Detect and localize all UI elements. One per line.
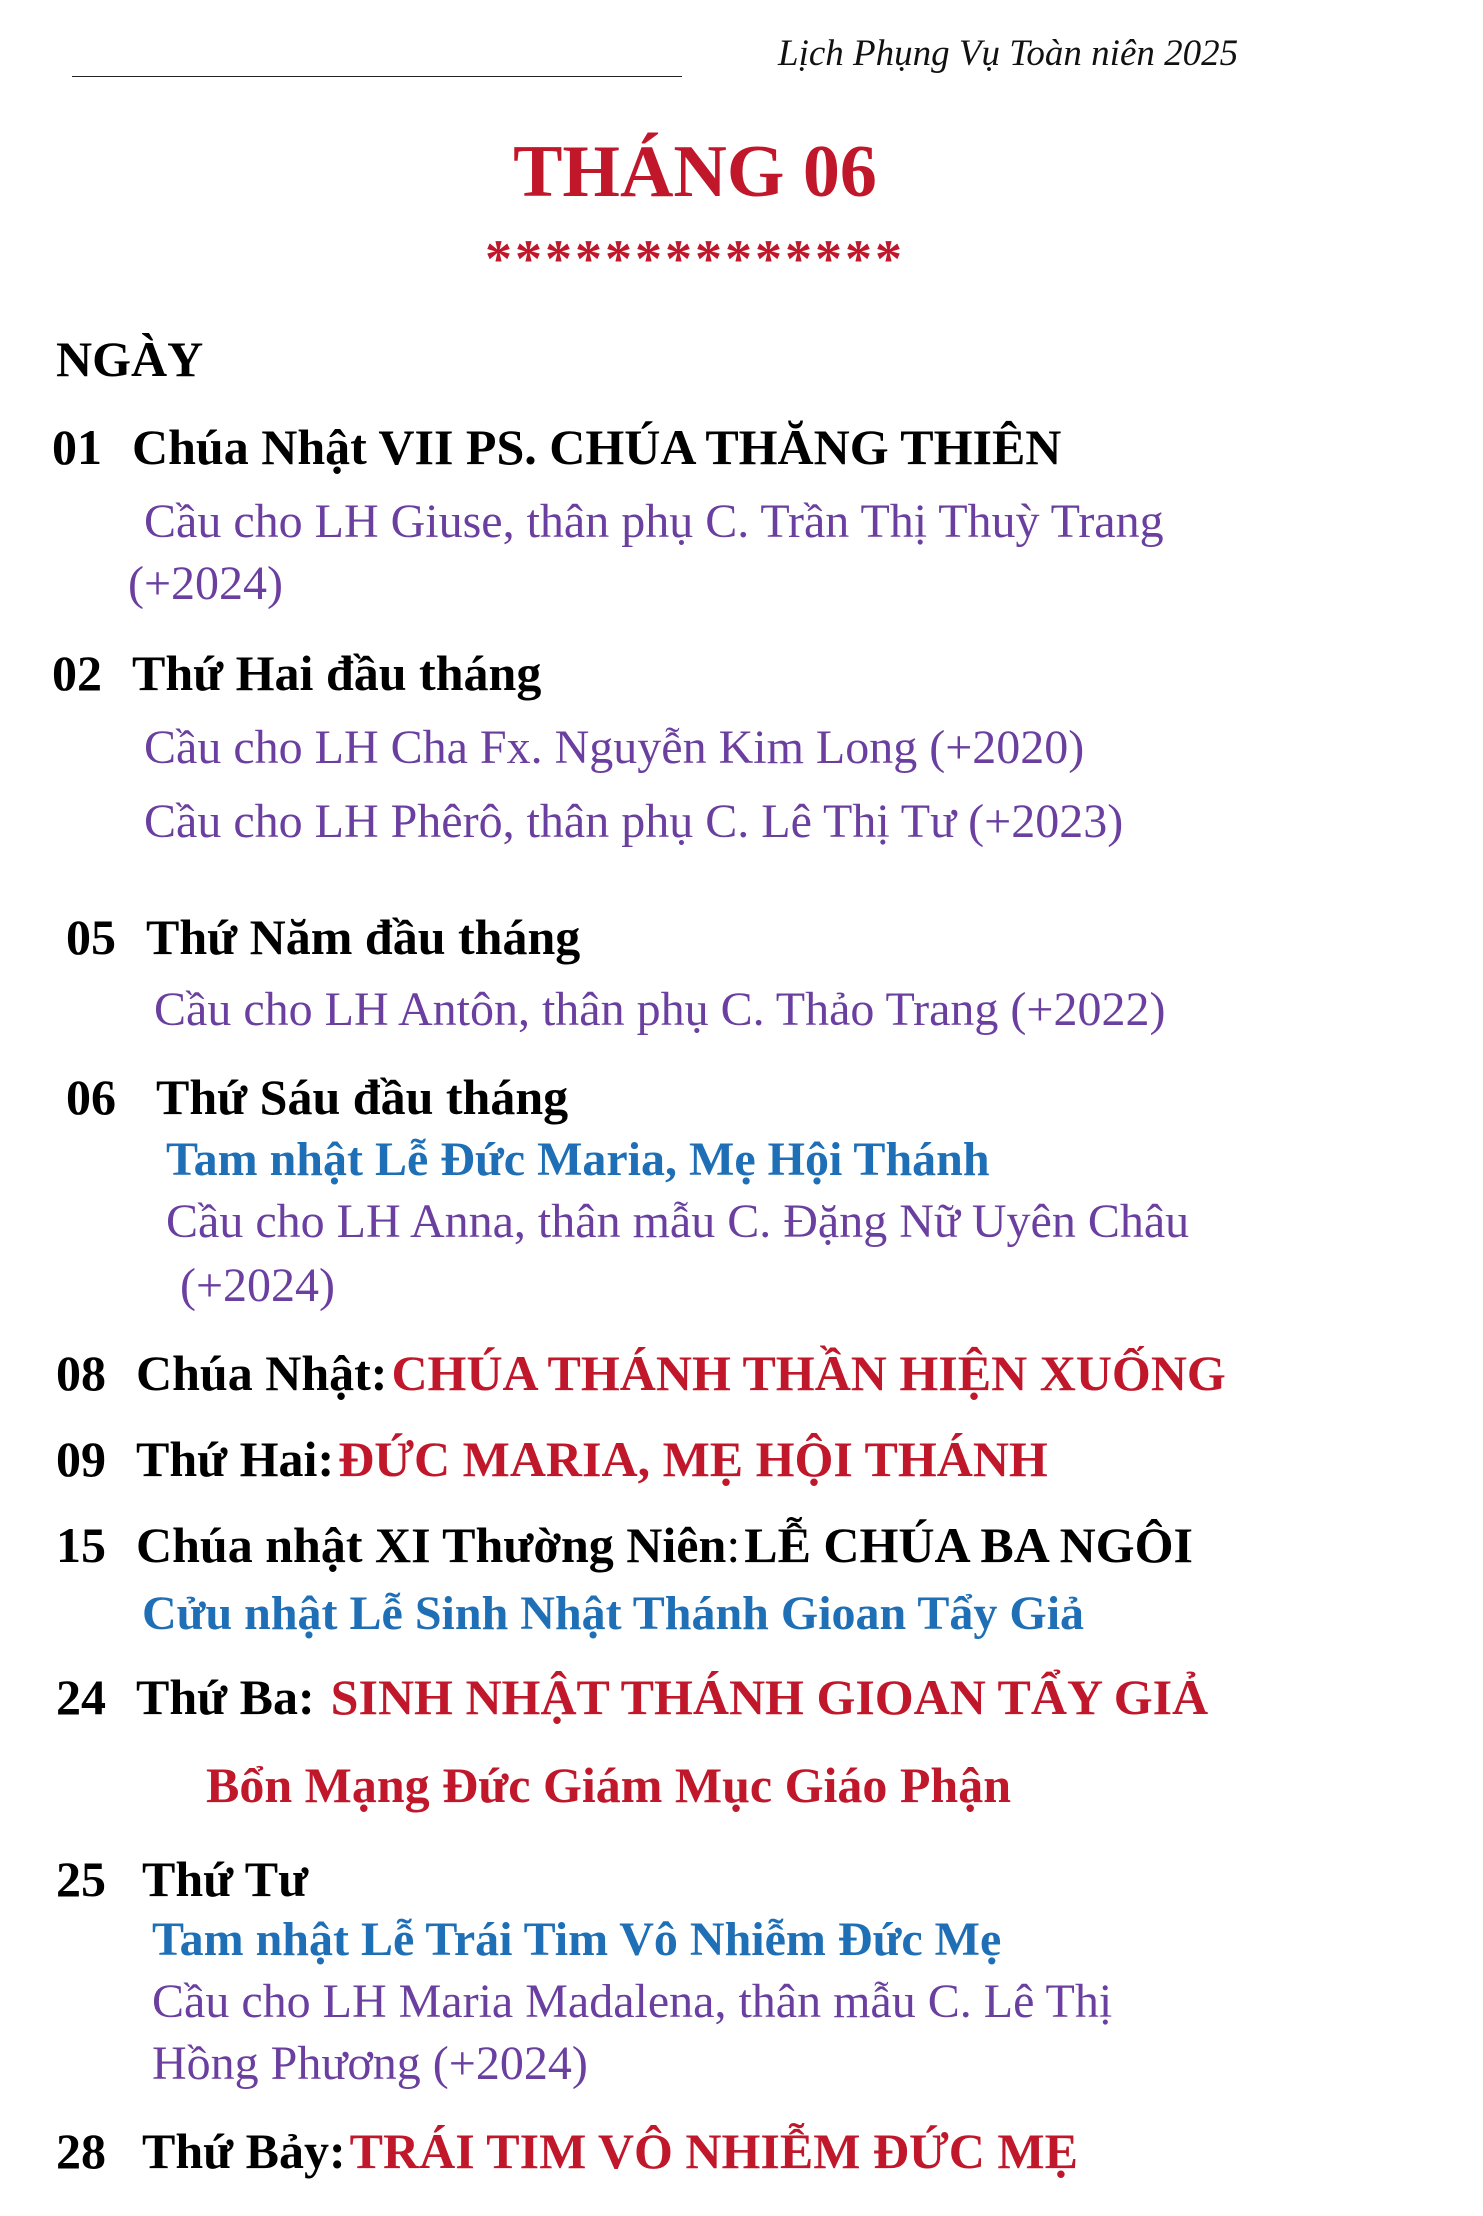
entry-25-prayer: Cầu cho LH Maria Madalena, thân mẫu C. Lê Thị	[152, 1975, 1113, 2028]
entry-day: 02	[52, 645, 102, 701]
entry-24-heading	[56, 1669, 1209, 1725]
entry-title: Thứ Ba:	[136, 1669, 315, 1725]
entry-day: 24	[56, 1669, 106, 1725]
entry-title: Thứ Hai:	[136, 1431, 335, 1487]
entry-25-novena: Tam nhật Lễ Trái Tim Vô Nhiễm Đức Mẹ	[152, 1913, 1002, 1966]
entry-01-prayer: Cầu cho LH Giuse, thân phụ C. Trần Thị Thuỳ Trang	[144, 495, 1164, 548]
entry-feast: SINH NHẬT THÁNH GIOAN TẨY GIẢ	[330, 1669, 1209, 1725]
entry-02-heading	[52, 645, 542, 701]
entry-title: Thứ Tư	[142, 1851, 309, 1907]
entry-06-prayer-cont: (+2024)	[180, 1259, 336, 1312]
entry-06-prayer: Cầu cho LH Anna, thân mẫu C. Đặng Nữ Uyên Châu	[166, 1195, 1190, 1248]
header-title: Lịch Phụng Vụ Toàn niên 2025	[778, 33, 1239, 74]
entry-title: Chúa nhật XI Thường Niên	[136, 1517, 727, 1573]
entry-25-prayer-cont: Hồng Phương (+2024)	[152, 2037, 588, 2090]
entry-01-heading	[52, 419, 1062, 475]
entry-15-novena: Cửu nhật Lễ Sinh Nhật Thánh Gioan Tẩy Giả	[142, 1587, 1085, 1640]
entry-day: 01	[52, 419, 102, 475]
entry-06-heading	[66, 1069, 569, 1125]
day-column-header: NGÀY	[56, 331, 204, 387]
entry-day: 25	[56, 1851, 106, 1907]
entry-day: 09	[56, 1431, 106, 1487]
month-title: THÁNG 06	[513, 131, 877, 213]
entry-title: Thứ Năm đầu tháng	[146, 909, 581, 965]
entry-feast: ĐỨC MARIA, MẸ HỘI THÁNH	[338, 1431, 1048, 1487]
entry-02-prayer-1: Cầu cho LH Cha Fx. Nguyễn Kim Long (+2020)	[144, 721, 1085, 774]
entry-day: 28	[56, 2123, 106, 2179]
entry-day: 05	[66, 909, 116, 965]
entry-day: 08	[56, 1345, 106, 1401]
entry-08-heading	[56, 1345, 1226, 1401]
entry-day: 15	[56, 1517, 106, 1573]
entry-02-prayer-2: Cầu cho LH Phêrô, thân phụ C. Lê Thị Tư (+2023)	[144, 795, 1124, 848]
entry-24-feast-sub: Bổn Mạng Đức Giám Mục Giáo Phận	[206, 1757, 1012, 1813]
entry-28-heading	[56, 2123, 1078, 2179]
entry-feast: LỄ CHÚA BA NGÔI	[744, 1517, 1193, 1573]
entry-title: Thứ Bảy:	[142, 2123, 346, 2179]
entry-title: Chúa Nhật:	[136, 1345, 388, 1401]
entry-25-heading	[56, 1851, 309, 1907]
entry-day: 06	[66, 1069, 116, 1125]
entry-09-heading	[56, 1431, 1048, 1487]
decorative-stars: **************	[485, 229, 905, 289]
entry-title: Chúa Nhật VII PS. CHÚA THĂNG THIÊN	[132, 419, 1062, 475]
entry-title: Thứ Hai đầu tháng	[132, 645, 542, 701]
header-rule	[72, 76, 682, 77]
entry-05-heading	[66, 909, 581, 965]
entry-feast: TRÁI TIM VÔ NHIỄM ĐỨC MẸ	[349, 2123, 1078, 2179]
entry-06-novena: Tam nhật Lễ Đức Maria, Mẹ Hội Thánh	[166, 1133, 990, 1186]
entry-05-prayer: Cầu cho LH Antôn, thân phụ C. Thảo Trang (+2022)	[154, 983, 1166, 1036]
entry-feast: CHÚA THÁNH THẦN HIỆN XUỐNG	[391, 1345, 1226, 1401]
entry-15-heading	[56, 1517, 1193, 1573]
entry-title: Thứ Sáu đầu tháng	[156, 1069, 569, 1125]
entry-colon: :	[726, 1517, 741, 1573]
entry-01-prayer-cont: (+2024)	[128, 557, 284, 610]
